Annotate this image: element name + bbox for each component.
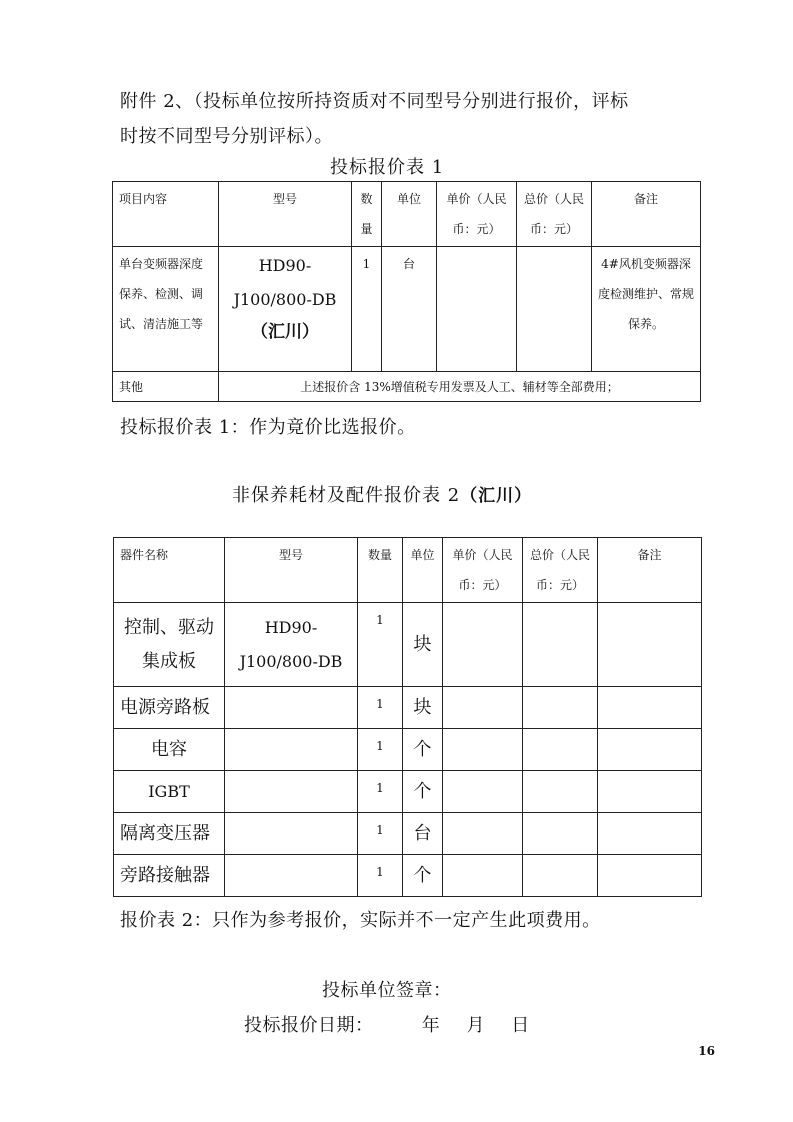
part-unit: 块 [403,603,443,687]
table1-row [113,247,701,372]
bid-price-table-1 [112,181,701,402]
part-unit: 台 [403,813,443,855]
part-name: 电源旁路板 [114,687,225,729]
part-total-price[interactable] [523,813,598,855]
part-model [225,813,358,855]
table1-other-row [113,372,701,402]
part-remark[interactable] [598,729,702,771]
part-qty: 1 [358,855,403,897]
part-qty: 1 [358,771,403,813]
table-row [114,687,702,729]
table1-header-row [113,182,701,247]
table1-model: HD90-J100/800-DB [233,256,337,309]
part-remark[interactable] [598,855,702,897]
table-row [114,729,702,771]
part-unit-price[interactable] [443,729,523,771]
part-model [225,855,358,897]
date-day: 日 [511,1015,530,1036]
table1-other-text: 上述报价含 13%增值税专用发票及人工、辅材等全部费用； [219,372,701,402]
date-year: 年 [421,1015,441,1036]
part-model: HD90-J100/800-DB [225,603,358,687]
bid-date-line [244,1011,530,1037]
part-total-price[interactable] [523,855,598,897]
part-qty: 1 [358,603,403,687]
part-remark[interactable] [598,687,702,729]
parts-price-table-2 [113,537,702,897]
table1-unit-cell: 台 [382,247,437,372]
part-name: IGBT [114,771,225,813]
intro-line-2: 时按不同型号分别评标）。 [120,126,333,147]
part-name: 旁路接触器 [114,855,225,897]
table2-header-qty: 数量 [358,538,403,603]
table1-header-unit-price: 单价（人民币：元） [437,182,517,247]
part-unit-price[interactable] [443,687,523,729]
table2-note: 报价表 2：只作为参考报价，实际并不一定产生此项费用。 [120,910,601,931]
part-total-price[interactable] [523,771,598,813]
table1-total-price-cell[interactable] [517,247,592,372]
table1-header-item: 项目内容 [113,182,219,247]
part-model [225,729,358,771]
part-remark[interactable] [598,771,702,813]
part-unit-price[interactable] [443,855,523,897]
table-row [114,813,702,855]
intro-line-1: 附件 2、（投标单位按所持资质对不同型号分别进行报价，评标 [120,91,629,112]
table-row [114,603,702,687]
part-model [225,771,358,813]
table1-header-model: 型号 [219,182,352,247]
part-name: 控制、驱动集成板 [114,603,225,687]
table1-note: 投标报价表 1：作为竟价比选报价。 [120,417,416,438]
table2-header-remark: 备注 [598,538,702,603]
part-unit: 个 [403,855,443,897]
part-total-price[interactable] [523,603,598,687]
table1-unit-price-cell[interactable] [437,247,517,372]
table2-header-model: 型号 [225,538,358,603]
table1-header-qty: 数量 [352,182,382,247]
part-total-price[interactable] [523,687,598,729]
bid-date-label: 投标报价日期： [244,1015,374,1036]
table1-title: 投标报价表 1 [330,157,445,178]
part-unit-price[interactable] [443,603,523,687]
intro-text [120,84,680,154]
part-name: 电容 [114,729,225,771]
table2-title-text: 非保养耗材及配件报价表 2 [232,485,461,506]
table2-header-unit-price: 单价（人民币：元） [443,538,523,603]
part-model [225,687,358,729]
part-qty: 1 [358,687,403,729]
table2-header-row [114,538,702,603]
table2-header-unit: 单位 [403,538,443,603]
table2-header-name: 器件名称 [114,538,225,603]
table1-header-total-price: 总价（人民币：元） [517,182,592,247]
table2-title [232,481,532,507]
table-row [114,771,702,813]
table1-model-cell [219,247,352,372]
table-row [114,855,702,897]
table1-other-label: 其他 [113,372,219,402]
page-number: 16 [698,1044,715,1058]
table2-title-brand: （汇川） [460,486,533,506]
table1-qty-cell: 1 [352,247,382,372]
table1-item-cell: 单台变频器深度保养、检测、调试、清洁施工等 [113,247,219,372]
table1-brand: （汇川） [251,322,319,342]
part-qty: 1 [358,729,403,771]
part-unit: 个 [403,729,443,771]
part-unit-price[interactable] [443,813,523,855]
part-qty: 1 [358,813,403,855]
part-total-price[interactable] [523,729,598,771]
part-remark[interactable] [598,813,702,855]
date-month: 月 [466,1015,485,1036]
part-remark[interactable] [598,603,702,687]
table1-header-remark: 备注 [592,182,701,247]
table1-header-unit: 单位 [382,182,437,247]
bidder-seal-label: 投标单位签章： [322,980,452,1001]
table1-remark-cell: 4#风机变频器深度检测维护、常规保养。 [592,247,701,372]
table2-header-total-price: 总价（人民币：元） [523,538,598,603]
part-unit: 块 [403,687,443,729]
part-unit-price[interactable] [443,771,523,813]
part-name: 隔离变压器 [114,813,225,855]
part-unit: 个 [403,771,443,813]
